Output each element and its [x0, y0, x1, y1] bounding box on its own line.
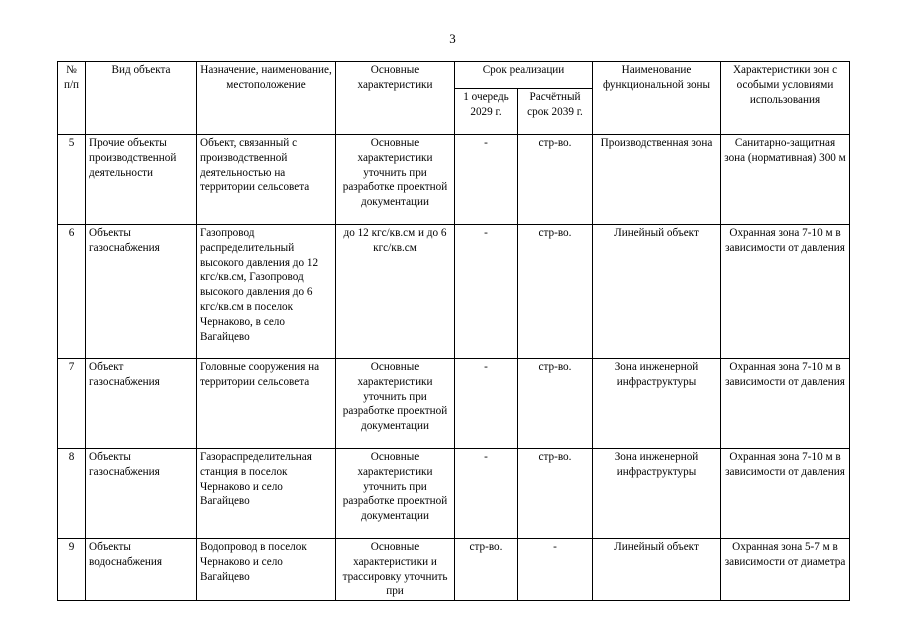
cell-zone-name: Зона инженерной инфраструктуры: [593, 359, 721, 449]
header-characteristics: Основные характеристики: [336, 62, 455, 135]
header-term-calc: Расчётный срок 2039 г.: [518, 89, 593, 135]
cell-purpose: Газораспределительная станция в поселок Чернаково и село Вагайцево: [197, 449, 336, 539]
cell-zone-name: Зона инженерной инфраструктуры: [593, 449, 721, 539]
cell-characteristics: Основные характеристики уточнить при разработке проектной документации: [336, 359, 455, 449]
cell-term-first: стр-во.: [455, 539, 518, 601]
cell-num: 5: [58, 135, 86, 225]
cell-object-type: Объект газоснабжения: [86, 359, 197, 449]
cell-special-zones: Охранная зона 7-10 м в зависимости от давления: [721, 359, 850, 449]
cell-term-first: -: [455, 449, 518, 539]
cell-zone-name: Производственная зона: [593, 135, 721, 225]
cell-term-calc: -: [518, 539, 593, 601]
cell-characteristics: Основные характеристики и трассировку уточнить при: [336, 539, 455, 601]
cell-object-type: Объекты водоснабжения: [86, 539, 197, 601]
table-row: [58, 359, 850, 449]
header-object-type: Вид объекта: [86, 62, 197, 135]
cell-zone-name: Линейный объект: [593, 225, 721, 359]
cell-num: 6: [58, 225, 86, 359]
header-num: № п/п: [58, 62, 86, 135]
table-row: [58, 539, 850, 601]
cell-purpose: Головные сооружения на территории сельсовета: [197, 359, 336, 449]
cell-term-calc: стр-во.: [518, 449, 593, 539]
header-term-first: 1 очередь 2029 г.: [455, 89, 518, 135]
cell-term-first: -: [455, 135, 518, 225]
objects-table: [57, 61, 850, 601]
table-row: [58, 449, 850, 539]
cell-characteristics: до 12 кгс/кв.см и до 6 кгс/кв.см: [336, 225, 455, 359]
cell-term-calc: стр-во.: [518, 225, 593, 359]
cell-num: 8: [58, 449, 86, 539]
page-number: 3: [449, 31, 456, 46]
cell-num: 7: [58, 359, 86, 449]
header-zone-name: Наименование функциональной зоны: [593, 62, 721, 135]
header-special-zones: Характеристики зон с особыми условиями использования: [721, 62, 850, 135]
cell-characteristics: Основные характеристики уточнить при разработке проектной документации: [336, 135, 455, 225]
cell-special-zones: Охранная зона 7-10 м в зависимости от давления: [721, 449, 850, 539]
cell-object-type: Прочие объекты производственной деятельности: [86, 135, 197, 225]
cell-special-zones: Охранная зона 7-10 м в зависимости от давления: [721, 225, 850, 359]
cell-zone-name: Линейный объект: [593, 539, 721, 601]
cell-term-first: -: [455, 359, 518, 449]
cell-special-zones: Санитарно-защитная зона (нормативная) 300 м: [721, 135, 850, 225]
table-header-row: [58, 62, 850, 89]
cell-term-first: -: [455, 225, 518, 359]
cell-object-type: Объекты газоснабжения: [86, 449, 197, 539]
table-row: [58, 225, 850, 359]
cell-purpose: Газопровод распределительный высокого давления до 12 кгс/кв.см, Газопровод высокого давления до 6 кгс/кв.см в поселок Чернаково, в село Вагайцево: [197, 225, 336, 359]
cell-purpose: Водопровод в поселок Чернаково и село Вагайцево: [197, 539, 336, 601]
cell-term-calc: стр-во.: [518, 135, 593, 225]
cell-term-calc: стр-во.: [518, 359, 593, 449]
cell-num: 9: [58, 539, 86, 601]
cell-characteristics: Основные характеристики уточнить при разработке проектной документации: [336, 449, 455, 539]
cell-object-type: Объекты газоснабжения: [86, 225, 197, 359]
cell-purpose: Объект, связанный с производственной деятельностью на территории сельсовета: [197, 135, 336, 225]
cell-special-zones: Охранная зона 5-7 м в зависимости от диаметра: [721, 539, 850, 601]
header-purpose: Назначение, наименование, местоположение: [197, 62, 336, 135]
table-row: [58, 135, 850, 225]
header-term: Срок реализации: [455, 62, 593, 89]
